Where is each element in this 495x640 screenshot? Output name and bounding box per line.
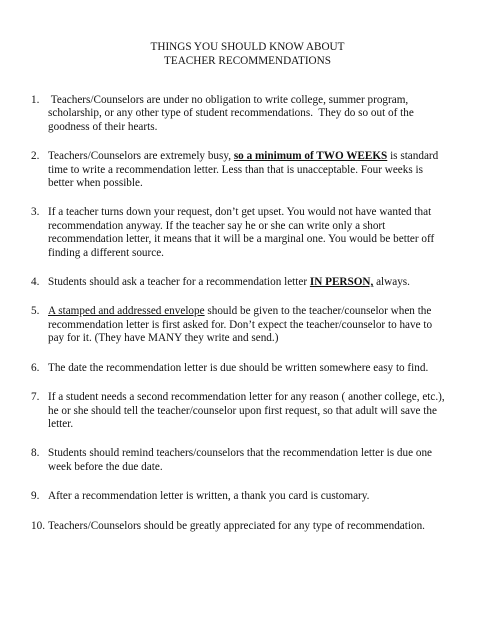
item-text: If a student needs a second recommendation letter for any reason ( another college, etc.), he or she should tell the teacher/counselor upon first request, so that adult will save the letter.	[48, 391, 445, 430]
item-number: 5.	[31, 305, 40, 318]
item-number: 9.	[31, 490, 40, 503]
item-text: After a recommendation letter is written, a thank you card is customary.	[48, 490, 370, 503]
item-number: 7.	[31, 391, 40, 404]
item-number: 6.	[31, 361, 40, 374]
item-text-pre: Students should ask a teacher for a recommendation letter	[48, 276, 310, 289]
item-text: Students should remind teachers/counselors that the recommendation letter is due one week before the due date.	[48, 447, 433, 473]
item-text-post: always.	[373, 276, 410, 289]
item-emphasis: so a minimum of TWO WEEKS	[233, 150, 388, 163]
item-number: 1.	[31, 94, 40, 106]
list-item	[31, 362, 445, 375]
item-text: The date the recommendation letter is due should be written somewhere easy to find.	[48, 361, 429, 374]
list-item	[31, 94, 445, 134]
recommendation-list	[31, 94, 445, 549]
list-item	[31, 305, 445, 345]
item-text-post: is standard time to write a recommendation letter. Less than that is unacceptable. Four weeks is better when possible.	[48, 150, 439, 190]
item-number: 4.	[31, 276, 40, 289]
item-number: 3.	[31, 206, 40, 219]
list-item	[31, 150, 445, 190]
item-number: 10.	[31, 519, 45, 532]
list-item	[31, 520, 445, 533]
item-text	[48, 305, 445, 345]
item-text: Teachers/Counselors should be greatly appreciated for any type of recommendation.	[48, 519, 425, 532]
list-item	[31, 391, 445, 431]
list-item	[31, 490, 445, 503]
list-item	[31, 276, 445, 289]
document-title	[0, 41, 495, 68]
item-underlined: A stamped and addressed envelope	[48, 305, 205, 318]
item-text: If a teacher turns down your request, don’t get upset. You would not have wanted that recommendation anyway. If the teacher say he or she can write only a short recommendation letter, it means that it will be a marginal one. You would be better off finding a different source.	[48, 206, 435, 259]
item-text	[48, 276, 445, 289]
title-line-1: THINGS YOU SHOULD KNOW ABOUT	[150, 41, 345, 53]
item-text: Teachers/Counselors are under no obligation to write college, summer program, scholarship, or any other type of student recommendations. They do so out of the goodness of their hearts.	[48, 94, 417, 133]
item-number: 2.	[31, 150, 40, 163]
list-item	[31, 206, 445, 260]
item-number: 8.	[31, 447, 40, 460]
item-text	[48, 150, 445, 190]
item-emphasis: IN PERSON,	[309, 276, 374, 289]
title-line-2: TEACHER RECOMMENDATIONS	[164, 54, 331, 67]
list-item	[31, 447, 445, 474]
item-text-post: should be given to the teacher/counselor when the recommendation letter is first asked for. Don’t expect the teacher/counselor to have to pay for it. (They have MANY they write and send.)	[48, 305, 433, 345]
item-text-pre: Teachers/Counselors are extremely busy,	[48, 150, 234, 163]
